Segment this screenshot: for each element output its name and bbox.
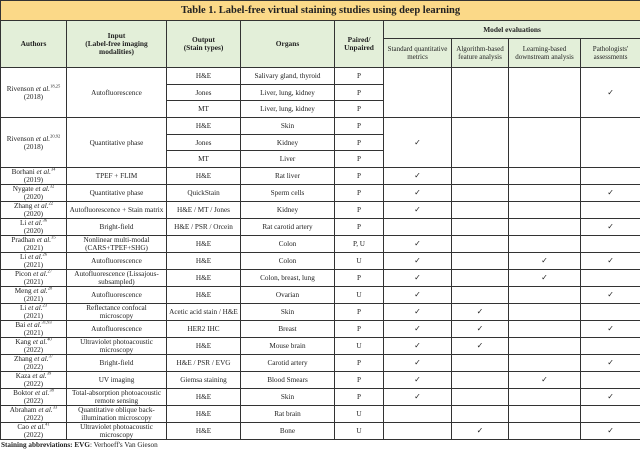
eval-standard-cell: ✓: [384, 304, 452, 321]
input-cell: Autofluorescence + Stain matrix: [67, 202, 167, 219]
publication-year: (2022): [23, 431, 44, 440]
publication-year: (2022): [23, 346, 44, 355]
author-etal: et al.: [28, 219, 43, 228]
output-cell: MT: [167, 101, 241, 118]
input-cell: Autofluorescence: [67, 321, 167, 338]
footer-abbr: EVG: [74, 441, 90, 450]
author-name: Boktor: [13, 389, 34, 398]
author-name: Zhang: [13, 202, 33, 211]
publication-year: (2021): [23, 329, 44, 338]
input-cell: Total-absorption photoacoustic remote sensing: [67, 389, 167, 406]
author-etal: et al.: [27, 321, 42, 330]
table-row: [1, 219, 640, 236]
eval-learning-cell: [509, 219, 581, 236]
table-row: [1, 338, 640, 355]
author-name: Rivenson: [6, 134, 34, 143]
reference-superscript: 40: [47, 337, 52, 342]
input-cell: Quantitative oblique back-illumination microscopy: [67, 406, 167, 423]
author-name: Kang: [15, 338, 31, 347]
organs-cell: Skin: [241, 118, 335, 135]
paired-cell: P: [335, 151, 384, 168]
output-cell: Jones: [167, 134, 241, 151]
header-organs: Organs: [241, 21, 335, 68]
output-cell: QuickStain: [167, 185, 241, 202]
eval-pathologists-cell: [581, 168, 640, 185]
input-cell: Bright-field: [67, 355, 167, 372]
eval-pathologists-cell: ✓: [581, 219, 640, 236]
publication-year: (2018): [23, 92, 44, 101]
author-name: Abraham: [9, 406, 37, 415]
eval-learning-cell: [509, 338, 581, 355]
header-output-line2: (Stain types): [183, 43, 224, 52]
reference-superscript: 18,25: [50, 83, 61, 89]
paired-cell: P: [335, 389, 384, 406]
author-etal: et al.: [32, 372, 47, 381]
eval-pathologists-cell: ✓: [581, 68, 640, 118]
output-cell: H&E: [167, 253, 241, 270]
author-cell: [1, 389, 67, 406]
author-cell: [1, 185, 67, 202]
input-cell: UV imaging: [67, 372, 167, 389]
author-cell: [1, 372, 67, 389]
output-cell: H&E: [167, 338, 241, 355]
author-cell: [1, 270, 67, 287]
input-cell: TPEF + FLIM: [67, 168, 167, 185]
author-etal: et al.: [35, 84, 51, 93]
reference-superscript: 31,93: [41, 320, 52, 325]
eval-standard-cell: ✓: [384, 168, 452, 185]
eval-pathologists-cell: [581, 304, 640, 321]
author-etal: et al.: [28, 304, 43, 313]
author-name: Bai: [15, 321, 26, 330]
author-etal: et al.: [28, 253, 43, 262]
author-cell: [1, 406, 67, 423]
reference-superscript: 36: [42, 218, 48, 223]
author-name: Zhang: [13, 355, 33, 364]
input-cell: Autofluorescence (Lissajous-subsampled): [67, 270, 167, 287]
eval-pathologists-cell: ✓: [581, 423, 640, 440]
eval-standard-cell: ✓: [384, 389, 452, 406]
author-name: Borhani: [11, 168, 35, 177]
publication-year: (2022): [23, 380, 44, 389]
eval-pathologists-cell: ✓: [581, 185, 640, 202]
reference-superscript: 32: [49, 184, 55, 189]
author-name: Li: [19, 253, 27, 262]
eval-learning-cell: [509, 406, 581, 423]
input-cell: Reflectance confocal microscopy: [67, 304, 167, 321]
table-body: [1, 68, 640, 440]
eval-algorithm-cell: [452, 219, 509, 236]
author-cell: [1, 236, 67, 253]
input-cell: Quantitative phase: [67, 185, 167, 202]
eval-algorithm-cell: [452, 355, 509, 372]
table-row: [1, 423, 640, 440]
organs-cell: Rat liver: [241, 168, 335, 185]
header-eval-standard: Standard quantitative metrics: [384, 39, 452, 68]
author-cell: [1, 338, 67, 355]
output-cell: H&E: [167, 168, 241, 185]
publication-year: (2021): [23, 312, 44, 321]
eval-algorithm-cell: [452, 372, 509, 389]
eval-pathologists-cell: [581, 406, 640, 423]
header-authors: Authors: [1, 21, 67, 68]
publication-year: (2022): [23, 397, 44, 406]
author-cell: [1, 219, 67, 236]
header-eval-algorithm: Algorithm-based feature analysis: [452, 39, 509, 68]
table-row: [1, 253, 640, 270]
eval-algorithm-cell: [452, 185, 509, 202]
header-eval-learning: Learning-based downstream analysis: [509, 39, 581, 68]
table-row: [1, 270, 640, 287]
paired-cell: P: [335, 68, 384, 85]
eval-pathologists-cell: ✓: [581, 389, 640, 406]
organs-cell: Mouse brain: [241, 338, 335, 355]
eval-standard-cell: [384, 219, 452, 236]
input-cell: Quantitative phase: [67, 118, 167, 168]
author-etal: et al.: [36, 168, 51, 177]
eval-learning-cell: [509, 168, 581, 185]
paired-cell: U: [335, 338, 384, 355]
eval-learning-cell: [509, 389, 581, 406]
publication-year: (2021): [23, 261, 44, 270]
eval-algorithm-cell: ✓: [452, 321, 509, 338]
eval-algorithm-cell: [452, 389, 509, 406]
table-row: [1, 406, 640, 423]
eval-learning-cell: ✓: [509, 253, 581, 270]
table-row: [1, 321, 640, 338]
table-row: [1, 168, 640, 185]
paired-cell: P: [335, 101, 384, 118]
header-model-evaluations: Model evaluations: [384, 21, 640, 39]
paired-cell: P: [335, 134, 384, 151]
footer-definition: : Verhoeff's Van Gieson: [89, 441, 158, 450]
footer-note: [0, 440, 640, 449]
organs-cell: Carotid artery: [241, 355, 335, 372]
output-cell: H&E / PSR / Orcein: [167, 219, 241, 236]
publication-year: (2021): [23, 244, 44, 253]
output-cell: H&E / MT / Jones: [167, 202, 241, 219]
eval-algorithm-cell: [452, 236, 509, 253]
organs-cell: Liver, lung, kidney: [241, 101, 335, 118]
paired-cell: P: [335, 355, 384, 372]
author-etal: et al.: [35, 185, 50, 194]
publication-year: (2018): [23, 142, 44, 151]
eval-standard-cell: ✓: [384, 338, 452, 355]
eval-learning-cell: [509, 118, 581, 168]
eval-pathologists-cell: [581, 202, 640, 219]
author-cell: [1, 202, 67, 219]
eval-pathologists-cell: ✓: [581, 253, 640, 270]
eval-standard-cell: ✓: [384, 236, 452, 253]
eval-pathologists-cell: ✓: [581, 287, 640, 304]
eval-learning-cell: ✓: [509, 270, 581, 287]
organs-cell: Skin: [241, 389, 335, 406]
table-row: [1, 118, 640, 135]
organs-cell: Kidney: [241, 202, 335, 219]
output-cell: H&E: [167, 406, 241, 423]
eval-standard-cell: ✓: [384, 270, 452, 287]
paired-cell: P: [335, 219, 384, 236]
organs-cell: Colon: [241, 253, 335, 270]
table-row: [1, 355, 640, 372]
eval-learning-cell: [509, 321, 581, 338]
author-etal: et al.: [33, 270, 48, 279]
output-cell: Giemsa staining: [167, 372, 241, 389]
eval-pathologists-cell: ✓: [581, 355, 640, 372]
eval-pathologists-cell: [581, 118, 640, 168]
header-eval-pathologists: Pathologists' assessments: [581, 39, 640, 68]
reference-superscript: 28: [47, 286, 53, 291]
paired-cell: P: [335, 372, 384, 389]
eval-standard-cell: ✓: [384, 202, 452, 219]
organs-cell: Sperm cells: [241, 185, 335, 202]
eval-algorithm-cell: [452, 270, 509, 287]
eval-learning-cell: [509, 423, 581, 440]
author-etal: et al.: [38, 406, 53, 415]
header-paired: Paired/ Unpaired: [335, 21, 384, 68]
publication-year: (2019): [23, 176, 44, 185]
output-cell: H&E: [167, 423, 241, 440]
eval-pathologists-cell: [581, 236, 640, 253]
author-etal: et al.: [30, 423, 46, 432]
organs-cell: Ovarian: [241, 287, 335, 304]
table-row: [1, 68, 640, 85]
author-etal: et al.: [35, 134, 51, 143]
eval-learning-cell: [509, 304, 581, 321]
input-cell: Ultraviolet photoacoustic microscopy: [67, 338, 167, 355]
table-row: [1, 287, 640, 304]
author-name: Picon: [14, 270, 32, 279]
paired-cell: P: [335, 185, 384, 202]
table-title: Table 1. Label-free virtual staining studies using deep learning: [1, 1, 640, 21]
paired-cell: U: [335, 287, 384, 304]
eval-standard-cell: [384, 423, 452, 440]
eval-standard-cell: ✓: [384, 321, 452, 338]
paired-cell: U: [335, 423, 384, 440]
header-input-line2: (Label-free imaging modalities): [85, 39, 148, 56]
organs-cell: Skin: [241, 304, 335, 321]
input-cell: Autofluorescence: [67, 253, 167, 270]
eval-learning-cell: [509, 287, 581, 304]
author-name: Meng: [14, 287, 32, 296]
eval-standard-cell: [384, 406, 452, 423]
output-cell: MT: [167, 151, 241, 168]
author-cell: [1, 304, 67, 321]
output-cell: H&E: [167, 270, 241, 287]
reference-superscript: 22: [48, 201, 54, 206]
reference-superscript: 34: [50, 167, 56, 172]
organs-cell: Kidney: [241, 134, 335, 151]
eval-algorithm-cell: [452, 168, 509, 185]
author-name: Nygate: [12, 185, 34, 194]
organs-cell: Rat brain: [241, 406, 335, 423]
organs-cell: Breast: [241, 321, 335, 338]
paired-cell: P: [335, 270, 384, 287]
eval-standard-cell: ✓: [384, 355, 452, 372]
author-name: Li: [19, 219, 27, 228]
eval-standard-cell: ✓: [384, 372, 452, 389]
author-name: Pradhan: [11, 236, 35, 245]
eval-standard-cell: ✓: [384, 118, 452, 168]
output-cell: H&E: [167, 236, 241, 253]
header-output-line1: Output: [191, 35, 215, 44]
author-name: Cao: [17, 423, 29, 432]
eval-learning-cell: ✓: [509, 372, 581, 389]
publication-year: (2020): [23, 210, 44, 219]
input-cell: Nonlinear multi-modal (CARS+TPEF+SHG): [67, 236, 167, 253]
author-cell: [1, 118, 67, 168]
reference-superscript: 41: [45, 422, 50, 427]
footer-label: Staining abbreviations:: [1, 441, 73, 450]
eval-algorithm-cell: [452, 253, 509, 270]
author-etal: et al.: [32, 338, 48, 347]
eval-algorithm-cell: [452, 68, 509, 118]
author-etal: et al.: [34, 355, 49, 364]
paired-cell: P: [335, 84, 384, 101]
author-name: Kaza: [15, 372, 31, 381]
table-row: [1, 202, 640, 219]
reference-superscript: 33: [52, 405, 58, 410]
eval-standard-cell: [384, 68, 452, 118]
reference-superscript: 26: [42, 252, 48, 257]
reference-superscript: 37: [48, 354, 54, 359]
table-row: [1, 236, 640, 253]
output-cell: H&E / PSR / EVG: [167, 355, 241, 372]
paired-cell: P: [335, 118, 384, 135]
publication-year: (2021): [23, 278, 44, 287]
organs-cell: Rat carotid artery: [241, 219, 335, 236]
organs-cell: Liver: [241, 151, 335, 168]
organs-cell: Blood Smears: [241, 372, 335, 389]
paired-cell: U: [335, 253, 384, 270]
organs-cell: Liver, lung, kidney: [241, 84, 335, 101]
paired-cell: P: [335, 168, 384, 185]
author-cell: [1, 68, 67, 118]
author-cell: [1, 287, 67, 304]
eval-pathologists-cell: [581, 270, 640, 287]
output-cell: H&E: [167, 68, 241, 85]
reference-superscript: 27: [47, 269, 53, 274]
publication-year: (2020): [23, 193, 44, 202]
eval-algorithm-cell: ✓: [452, 304, 509, 321]
table-row: [1, 304, 640, 321]
header-output: [167, 21, 241, 68]
reference-superscript: 23: [42, 303, 48, 308]
publication-year: (2020): [23, 227, 44, 236]
eval-algorithm-cell: [452, 287, 509, 304]
output-cell: Acetic acid stain / H&E: [167, 304, 241, 321]
eval-learning-cell: [509, 355, 581, 372]
eval-standard-cell: ✓: [384, 287, 452, 304]
paired-cell: P: [335, 321, 384, 338]
author-etal: et al.: [33, 287, 48, 296]
header-input-line1: Input: [107, 31, 126, 40]
publication-year: (2021): [23, 295, 44, 304]
reference-superscript: 35: [51, 235, 56, 240]
paired-cell: P: [335, 304, 384, 321]
input-cell: Ultraviolet photoacoustic microscopy: [67, 423, 167, 440]
author-cell: [1, 168, 67, 185]
paired-cell: P, U: [335, 236, 384, 253]
eval-learning-cell: [509, 236, 581, 253]
eval-standard-cell: ✓: [384, 185, 452, 202]
eval-pathologists-cell: [581, 372, 640, 389]
reference-superscript: 20,92: [50, 133, 61, 139]
author-etal: et al.: [36, 236, 52, 245]
eval-pathologists-cell: [581, 338, 640, 355]
author-etal: et al.: [34, 389, 50, 398]
output-cell: H&E: [167, 389, 241, 406]
author-cell: [1, 355, 67, 372]
eval-pathologists-cell: ✓: [581, 321, 640, 338]
reference-superscript: 38: [49, 388, 54, 393]
organs-cell: Colon, breast, lung: [241, 270, 335, 287]
input-cell: Autofluorescence: [67, 68, 167, 118]
organs-cell: Colon: [241, 236, 335, 253]
output-cell: H&E: [167, 118, 241, 135]
eval-algorithm-cell: ✓: [452, 423, 509, 440]
eval-learning-cell: [509, 68, 581, 118]
organs-cell: Salivary gland, thyroid: [241, 68, 335, 85]
author-name: Rivenson: [6, 84, 34, 93]
input-cell: Bright-field: [67, 219, 167, 236]
eval-learning-cell: [509, 185, 581, 202]
publication-year: (2022): [23, 414, 44, 423]
eval-algorithm-cell: ✓: [452, 338, 509, 355]
author-cell: [1, 321, 67, 338]
output-cell: HER2 IHC: [167, 321, 241, 338]
publication-year: (2022): [23, 363, 44, 372]
eval-algorithm-cell: [452, 202, 509, 219]
reference-superscript: 39: [46, 371, 52, 376]
organs-cell: Bone: [241, 423, 335, 440]
eval-standard-cell: ✓: [384, 253, 452, 270]
eval-algorithm-cell: [452, 406, 509, 423]
header-input: [67, 21, 167, 68]
table-row: [1, 372, 640, 389]
author-cell: [1, 253, 67, 270]
eval-learning-cell: [509, 202, 581, 219]
input-cell: Autofluorescence: [67, 287, 167, 304]
author-etal: et al.: [34, 202, 49, 211]
eval-algorithm-cell: [452, 118, 509, 168]
output-cell: Jones: [167, 84, 241, 101]
author-cell: [1, 423, 67, 440]
table-row: [1, 389, 640, 406]
paired-cell: U: [335, 406, 384, 423]
author-name: Li: [19, 304, 27, 313]
paired-cell: P: [335, 202, 384, 219]
output-cell: H&E: [167, 287, 241, 304]
table-row: [1, 185, 640, 202]
